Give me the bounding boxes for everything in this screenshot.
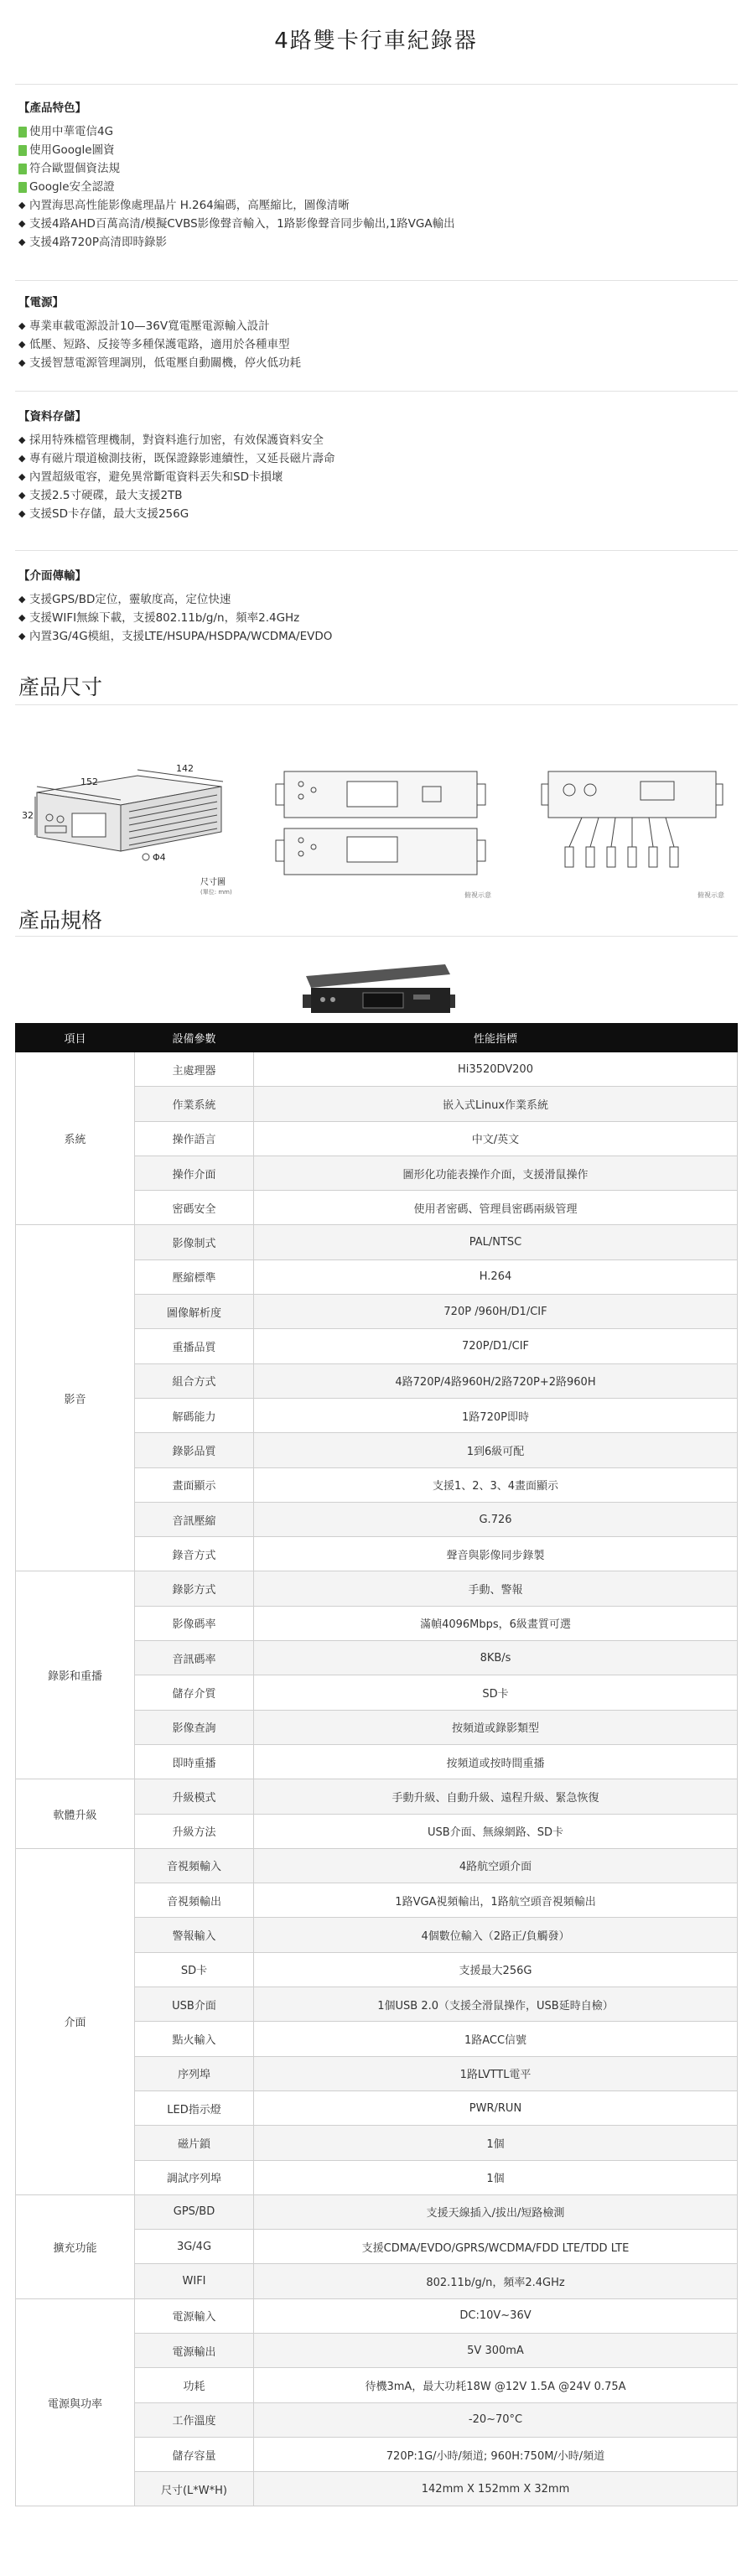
spec-value: G.726 [254,1502,738,1536]
spec-value: 支援天線插入/拔出/短路檢測 [254,2194,738,2229]
spec-value: 720P/D1/CIF [254,1329,738,1363]
spec-table [15,1023,738,2506]
spec-value: 支援CDMA/EVDO/GPRS/WCDMA/FDD LTE/TDD LTE [254,2230,738,2264]
spec-value: 802.11b/g/n，頻率2.4GHz [254,2264,738,2298]
spec-category: 介面 [16,1848,135,2194]
spec-param: 儲存容量 [135,2437,254,2471]
spec-category: 擴充功能 [16,2194,135,2298]
spec-param: 影像查詢 [135,1710,254,1744]
header-item: 項目 [16,1024,135,1052]
connector-view [542,771,723,867]
spec-param: 電源輸出 [135,2333,254,2367]
spec-param: 儲存介質 [135,1675,254,1710]
feature-item [18,233,731,252]
spec-param: USB介面 [135,1987,254,2022]
product-image [296,956,455,1016]
spec-value: DC:10V~36V [254,2298,738,2333]
feature-text: 支援4路720P高清即時錄影 [29,236,167,249]
divider [15,936,738,937]
spec-param: 主處理器 [135,1052,254,1087]
bullet-icon: ◆ [18,357,26,368]
spec-value: 中文/英文 [254,1121,738,1156]
spec-param: 調試序列埠 [135,2160,254,2194]
spec-param: 音視頻輸出 [135,1883,254,1918]
bullet-icon: ◆ [18,471,26,482]
bullet-icon: ◆ [18,453,26,464]
spec-param: 密碼安全 [135,1191,254,1225]
feature-text: 內置海思高性能影像處理晶片 H.264編碼，高壓縮比，圖像清晰 [29,199,350,212]
spec-value: USB介面、無線網路、SD卡 [254,1814,738,1848]
features-section [18,99,731,252]
comm-list [18,590,731,646]
spec-param: 尺寸(L*W*H) [135,2472,254,2506]
bullet-icon: ◆ [18,594,26,605]
divider [15,84,738,85]
spec-value: H.264 [254,1259,738,1294]
comm-section [18,567,731,646]
table-row [16,2194,738,2229]
spec-param: 音視頻輸入 [135,1848,254,1883]
storage-text: 支援SD卡存儲，最大支援256G [29,507,189,521]
spec-heading: 產品規格 [18,908,103,932]
spec-param: 重播品質 [135,1329,254,1363]
spec-value: 圖形化功能表操作介面，支援滑鼠操作 [254,1156,738,1190]
bullet-icon: ◆ [18,218,26,229]
spec-param: 作業系統 [135,1087,254,1121]
dim-depth-label: 142 [176,763,194,774]
spec-param: 工作溫度 [135,2402,254,2437]
feature-item [18,159,731,178]
spec-param: LED指示燈 [135,2090,254,2125]
comm-text: 支援GPS/BD定位，靈敏度高，定位快速 [29,593,231,606]
power-text: 專業車載電源設計10—36V寬電壓電源輸入設計 [29,319,270,333]
bullet-icon: ◆ [18,434,26,445]
divider [15,550,738,551]
features-heading: 【產品特色】 [18,101,86,115]
feature-text: Google安全認證 [29,180,115,194]
spec-value: PAL/NTSC [254,1225,738,1259]
spec-value: 1個 [254,2160,738,2194]
spec-value: 嵌入式Linux作業系統 [254,1087,738,1121]
spec-value: 聲音與影像同步錄製 [254,1537,738,1571]
spec-param: 壓縮標準 [135,1259,254,1294]
feature-item [18,215,731,233]
spec-param: 磁片鎖 [135,2126,254,2160]
storage-text: 專有磁片環道檢測技術，既保證錄影連續性，又延長磁片壽命 [29,452,335,465]
spec-value: 滿幀4096Mbps，6級畫質可選 [254,1606,738,1640]
spec-value: 8KB/s [254,1641,738,1675]
spec-value: 4路航空頭介面 [254,1848,738,1883]
feature-text: 使用中華電信4G [29,125,114,138]
comm-heading: 【介面傳輸】 [18,569,86,583]
storage-section [18,408,731,523]
feature-text: 支援4路AHD百萬高清/模擬CVBS影像聲音輸入，1路影像聲音同步輸出,1路VGA輸出 [29,217,455,231]
spec-category: 系統 [16,1052,135,1225]
table-row [16,1571,738,1606]
power-section [18,293,731,372]
spec-param: 操作語言 [135,1121,254,1156]
flag-icon [18,127,27,138]
spec-header-row [16,1024,738,1052]
spec-category: 軟體升級 [16,1779,135,1849]
spec-value: 4路720P/4路960H/2路720P+2路960H [254,1363,738,1398]
comm-item [18,609,731,627]
spec-param: 音訊壓縮 [135,1502,254,1536]
storage-text: 支援2.5寸硬碟，最大支援2TB [29,489,183,502]
bullet-icon: ◆ [18,490,26,501]
spec-value: 1到6級可配 [254,1433,738,1467]
storage-heading: 【資料存儲】 [18,410,86,423]
size-caption: 尺寸圖 [200,878,226,887]
bullet-icon: ◆ [18,320,26,331]
dimension-drawing-svg [12,738,741,914]
dim-height-label: 32 [22,810,34,821]
feature-item [18,178,731,196]
table-row [16,1779,738,1814]
dimension-drawings [12,738,741,914]
spec-value: 支援最大256G [254,1952,738,1987]
bullet-icon: ◆ [18,200,26,210]
storage-item [18,486,731,505]
table-row [16,1848,738,1883]
spec-value: 720P /960H/D1/CIF [254,1295,738,1329]
spec-param: 組合方式 [135,1363,254,1398]
spec-param: SD卡 [135,1952,254,1987]
spec-value: 手動升級、自動升級、遠程升級、緊急恢復 [254,1779,738,1814]
spec-param: 點火輸入 [135,2022,254,2056]
spec-value: 待機3mA，最大功耗18W @12V 1.5A @24V 0.75A [254,2368,738,2402]
power-item [18,317,731,335]
bullet-icon: ◆ [18,508,26,519]
storage-item [18,468,731,486]
spec-value: 1個 [254,2126,738,2160]
bullet-icon: ◆ [18,339,26,350]
spec-param: 功耗 [135,2368,254,2402]
product-photo-svg [296,956,455,1016]
spec-value: 按頻道或錄影類型 [254,1710,738,1744]
spec-param: 影像碼率 [135,1606,254,1640]
spec-param: 解碼能力 [135,1398,254,1432]
dims-heading: 產品尺寸 [18,675,103,699]
storage-item [18,505,731,523]
spec-value: 5V 300mA [254,2333,738,2367]
spec-value: 1個USB 2.0（支援全滑鼠操作，USB延時自檢） [254,1987,738,2022]
spec-param: 影像制式 [135,1225,254,1259]
spec-value: 支援1、2、3、4畫面顯示 [254,1467,738,1502]
header-value: 性能指標 [254,1024,738,1052]
feature-text: 符合歐盟個資法規 [29,162,120,175]
spec-param: 電源輸入 [135,2298,254,2333]
rear-view [276,828,485,875]
storage-item [18,431,731,449]
spec-value: 1路VGA視頻輸出，1路航空頭音視頻輸出 [254,1883,738,1918]
power-list [18,317,731,372]
spec-value: 142mm X 152mm X 32mm [254,2472,738,2506]
page-title: 4路雙卡行車紀錄器 [274,29,478,54]
feature-item [18,141,731,159]
dim-width-label: 152 [80,776,98,787]
spec-param: 升級模式 [135,1779,254,1814]
spec-param: 音訊碼率 [135,1641,254,1675]
spec-param: 畫面顯示 [135,1467,254,1502]
isometric-view [35,770,223,860]
table-row [16,1225,738,1259]
flag-icon [18,164,27,174]
storage-text: 內置超級電容，避免異常斷電資料丟失和SD卡損壞 [29,470,283,484]
spec-param: WIFI [135,2264,254,2298]
spec-value: -20~70°C [254,2402,738,2437]
power-heading: 【電源】 [18,296,64,309]
spec-param: 圖像解析度 [135,1295,254,1329]
spec-param: 序列埠 [135,2056,254,2090]
spec-value: 720P:1G/小時/頻道; 960H:750M/小時/頻道 [254,2437,738,2471]
flag-icon [18,145,27,156]
spec-param: 3G/4G [135,2230,254,2264]
spec-value: SD卡 [254,1675,738,1710]
divider [15,704,738,705]
storage-text: 採用特殊檔管理機制，對資料進行加密，有效保護資料安全 [29,434,324,447]
spec-param: 操作介面 [135,1156,254,1190]
table-row [16,1052,738,1087]
size-unit: (單位: mm) [200,889,232,896]
bullet-icon: ◆ [18,612,26,623]
divider [15,280,738,281]
spec-value: 使用者密碼、管理員密碼兩級管理 [254,1191,738,1225]
front-view [276,771,485,818]
spec-category: 電源與功率 [16,2298,135,2506]
flag-icon [18,182,27,193]
spec-value: 1路720P即時 [254,1398,738,1432]
dim-hole-label: Φ4 [153,852,166,863]
divider [15,391,738,392]
bullet-icon: ◆ [18,236,26,247]
spec-param: 警報輸入 [135,1918,254,1952]
spec-value: Hi3520DV200 [254,1052,738,1087]
spec-param: 錄音方式 [135,1537,254,1571]
storage-list [18,431,731,523]
spec-param: 升級方法 [135,1814,254,1848]
spec-param: 錄影方式 [135,1571,254,1606]
power-item [18,354,731,372]
spec-value: 1路LVTTL電平 [254,2056,738,2090]
header-param: 設備參數 [135,1024,254,1052]
features-list [18,122,731,252]
spec-param: 錄影品質 [135,1433,254,1467]
view-label-2: 俯視示意 [698,891,724,899]
power-item [18,335,731,354]
bullet-icon: ◆ [18,631,26,641]
comm-item [18,590,731,609]
spec-category: 影音 [16,1225,135,1571]
comm-item [18,627,731,646]
feature-item [18,122,731,141]
spec-value: 手動、警報 [254,1571,738,1606]
power-text: 支援智慧電源管理調別，低電壓自動關機，停火低功耗 [29,356,301,370]
feature-item [18,196,731,215]
spec-value: PWR/RUN [254,2090,738,2125]
spec-category: 錄影和重播 [16,1571,135,1779]
spec-param: GPS/BD [135,2194,254,2229]
table-row [16,2298,738,2333]
comm-text: 支援WIFI無線下載，支援802.11b/g/n，頻率2.4GHz [29,611,300,625]
spec-value: 1路ACC信號 [254,2022,738,2056]
feature-text: 使用Google圖資 [29,143,115,157]
spec-value: 4個數位輸入（2路正/負觸發） [254,1918,738,1952]
view-label-1: 俯視示意 [464,891,491,899]
comm-text: 內置3G/4G模組，支援LTE/HSUPA/HSDPA/WCDMA/EVDO [29,630,333,643]
spec-param: 即時重播 [135,1744,254,1779]
storage-item [18,449,731,468]
spec-value: 按頻道或按時間重播 [254,1744,738,1779]
power-text: 低壓、短路、反接等多種保護電路，適用於各種車型 [29,338,290,351]
